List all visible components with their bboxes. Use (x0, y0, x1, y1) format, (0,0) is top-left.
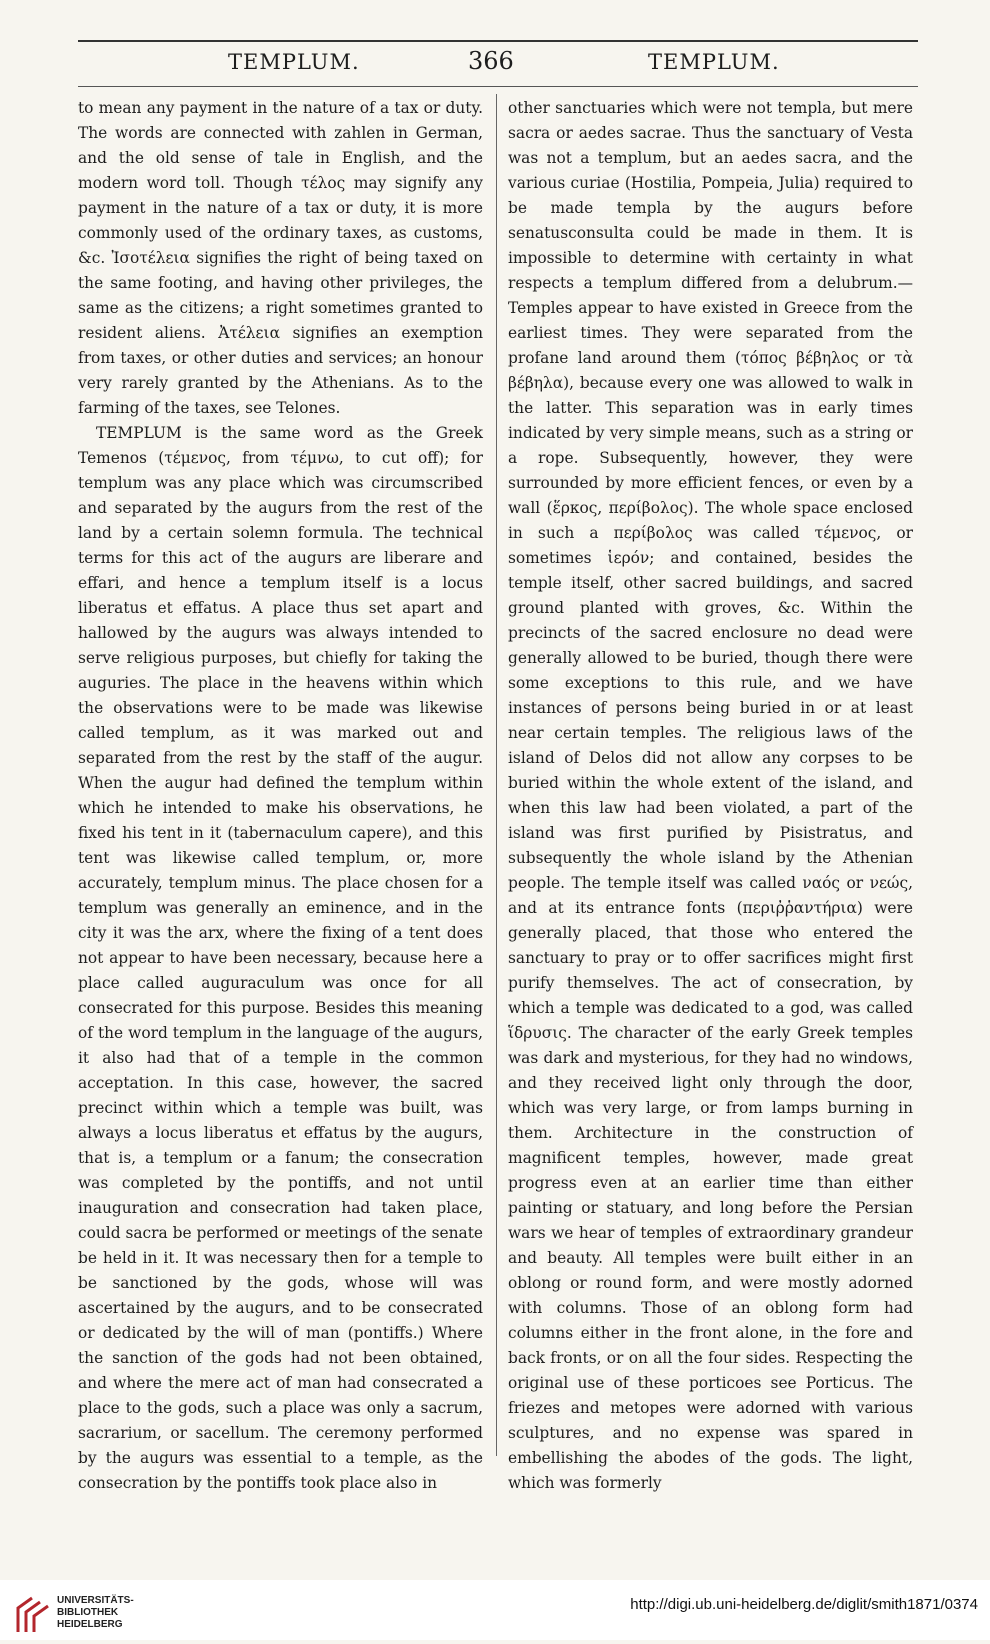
running-header (78, 47, 918, 82)
paragraph-templum: TEMPLUM is the same word as the Greek Temenos (τέμενος, from τέμνω, to cut off); for templum was any place which was circumscribed and separated by the augurs from the rest of the land by a certain solemn formula. The technical terms for this act of the augurs are liberare and effari, and hence a templum itself is a locus liberatus et effatus. A place thus set apart and hallowed by the augurs was always intended to serve religious purposes, but chiefly for taking the auguries. The place in the heavens within which the observations were to be made was likewise called templum, as it was marked out and separated from the rest by the staff of the augur. When the augur had defined the templum within which he intended to make his observations, he fixed his tent in it (tabernaculum capere), and this tent was likewise called templum, or, more accurately, templum minus. The place chosen for a templum was generally an eminence, and in the city it was the arx, where the fixing of a tent does not appear to have been necessary, because here a place called auguraculum was once for all consecrated for this purpose. Besides this meaning of the word templum in the language of the augurs, it also had that of a temple in the common acceptation. In this case, however, the sacred precinct within which a temple was built, was always a locus liberatus et effatus by the augurs, that is, a templum or a fanum; the consecration was completed by the pontiffs, and not until inauguration and consecration had taken place, could sacra be performed or meetings of the senate be held in it. It was necessary then for a temple to be sanctioned by the gods, whose will was ascertained by the augurs, and to be consecrated or dedicated by the will of man (pontiffs.) Where the sanction of the gods had not been obtained, and where the mere act of man had consecrated a place to the gods, such a place was only a sacrum, sacrarium, or sacellum. The ceremony performed by the augurs was essential to a temple, as the consecration by the pontiffs took place also in (78, 424, 483, 1492)
footer-bar (0, 1580, 990, 1640)
paragraph: to mean any payment in the nature of a tax or duty. The words are connected with zahlen in German, and the old sense of tale in English, and the modern word toll. Though τέλος may signify any payment in the nature of a tax or duty, it is more commonly used of the ordinary taxes, as customs, &c. Ἰσοτέλεια signifies the right of being taxed on the same footing, and having other privileges, the same as the citizens; a right sometimes granted to resident aliens. Ἀτέλεια signifies an exemption from taxes, or other duties and services; an honour very rarely granted by the Athenians. As to the farming of the taxes, see Telones. (78, 99, 483, 417)
running-title-left: TEMPLUM. (228, 50, 360, 74)
header-rule (78, 86, 918, 87)
running-title-right: TEMPLUM. (648, 50, 780, 74)
source-url-link[interactable]: http://digi.ub.uni-heidelberg.de/diglit/smith1871/0374 (630, 1596, 978, 1613)
paragraph: other sanctuaries which were not templa, but mere sacra or aedes sacrae. Thus the sanctuary of Vesta was not a templum, but an aedes sacra, and the various curiae (Hostilia, Pompeia, Julia) required to be made templa by the augurs before senatusconsulta could be made in them. It is impossible to determine with certainty in what respects a templum differed from a delubrum.—Temples appear to have existed in Greece from the earliest times. They were separated from the profane land around them (τόπος βέβηλος or τὰ βέβηλα), because every one was allowed to walk in the latter. This separation was in early times indicated by very simple means, such as a string or a rope. Subsequently, however, they were surrounded by more efficient fences, or even by a wall (ἕρκος, περίβολος). The whole space enclosed in such a περίβολος was called τέμενος, or sometimes ἱερόν; and contained, besides the temple itself, other sacred buildings, and sacred ground planted with groves, &c. Within the precincts of the sacred enclosure no dead were generally allowed to be buried, though there were some exceptions to this rule, and we have instances of persons being buried in or at least near certain temples. The religious laws of the island of Delos did not allow any corpses to be buried within the whole extent of the island, and when this law had been violated, a part of the island was first purified by Pisistratus, and subsequently the whole island by the Athenian people. The temple itself was called ναός or νεώς, and at its entrance fonts (περιῤῥαντήρια) were generally placed, that those who entered the sanctuary to pray or to offer sacrifices might first purify themselves. The act of consecration, by which a temple was dedicated to a god, was called ἵδρυσις. The character of the early Greek temples was dark and mysterious, for they had no windows, and they received light only through the door, which was very large, or from lamps burning in them. Architecture in the construction of magnificent temples, however, made great progress even at an earlier time than either painting or statuary, and long before the Persian wars we hear of temples of extraordinary grandeur and beauty. All temples were built either in an oblong or round form, and were mostly adorned with columns. Those of an oblong form had columns either in the front alone, in the fore and back fronts, or on all the four sides. Respecting the original use of these porticoes see Porticus. The friezes and metopes were adorned with various sculptures, and no expense was spared in embellishing the abodes of the gods. The light, which was formerly (508, 99, 913, 1492)
left-column (78, 96, 483, 1492)
top-rule (78, 40, 918, 42)
page-number: 366 (468, 47, 514, 75)
right-column (508, 96, 913, 1492)
library-name: UNIVERSITÄTS- BIBLIOTHEK HEIDELBERG (57, 1595, 134, 1630)
library-logo-icon (12, 1594, 52, 1638)
column-divider (496, 94, 497, 1456)
